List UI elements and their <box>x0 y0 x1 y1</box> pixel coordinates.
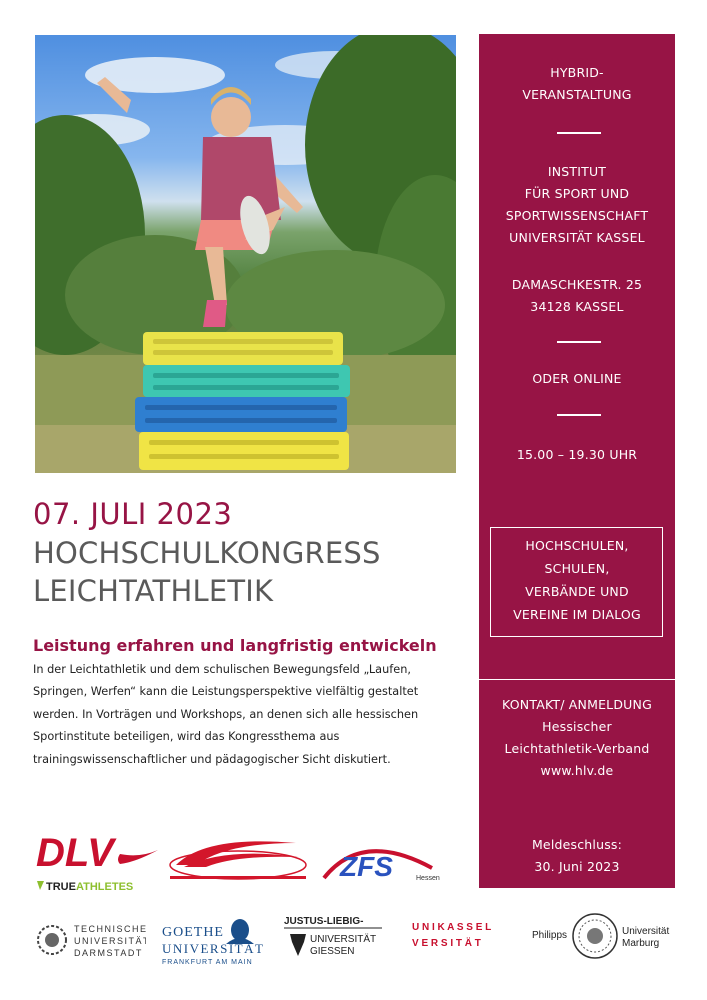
separator <box>557 414 601 416</box>
svg-text:JUSTUS-LIEBIG-: JUSTUS-LIEBIG- <box>284 916 364 927</box>
event-time: 15.00 – 19.30 UHR <box>516 447 638 462</box>
svg-text:FRANKFURT AM MAIN: FRANKFURT AM MAIN <box>162 959 253 966</box>
tu-darmstadt-logo <box>36 918 146 966</box>
hero-photo <box>35 35 456 473</box>
dlv-logo <box>36 830 160 892</box>
registration-deadline: Meldeschluss: 30. Juni 2023 <box>531 837 623 874</box>
event-title: HOCHSCHULKONGRESS LEICHTATHLETIK <box>33 536 381 608</box>
svg-text:Philipps: Philipps <box>532 930 568 941</box>
svg-text:TECHNISCHE: TECHNISCHE <box>74 924 146 934</box>
jlu-giessen-logo <box>282 912 387 968</box>
zfs-logo-text: ZFS <box>340 851 393 882</box>
svg-text:Universität: Universität <box>622 926 670 937</box>
separator <box>557 341 601 343</box>
svg-text:GOETHE: GOETHE <box>162 925 224 940</box>
event-format: HYBRID- VERANSTALTUNG <box>522 65 632 102</box>
event-info-sidebar <box>479 34 675 888</box>
goethe-university-logo <box>160 912 268 968</box>
event-description: In der Leichtathletik und dem schulischen Bewegungsfeld „Laufen, Springen, Werfen“ kann die Leistungsperspektive vielfältig gestaltet werden. In Vorträgen und Workshops, an denen sich alle hessischen Sportinstitute beteiligen, wird das Kongressthema aus trainingswissenschaftlicher und pädagogischer Sicht diskutiert. <box>33 663 419 766</box>
event-date: 07. JULI 2023 <box>33 497 233 531</box>
true-athletes-text-2: ATHLETES <box>76 881 134 892</box>
divider <box>479 679 675 680</box>
adh-logo <box>166 835 309 883</box>
svg-text:UNIVERSITÄT: UNIVERSITÄT <box>310 934 377 945</box>
online-note: ODER ONLINE <box>532 371 622 386</box>
svg-text:DARMSTADT: DARMSTADT <box>74 948 143 958</box>
svg-text:UNIVERSITÄT: UNIVERSITÄT <box>74 936 146 946</box>
svg-text:V E R S I T Ä T: V E R S I T Ä T <box>412 938 481 949</box>
event-venue: INSTITUT FÜR SPORT UND SPORTWISSENSCHAFT UNIVERSITÄT KASSEL <box>505 164 649 245</box>
event-address: DAMASCHKESTR. 25 34128 KASSEL <box>511 277 643 314</box>
separator <box>557 132 601 134</box>
zfs-logo <box>322 838 444 886</box>
zfs-logo-sub: Hessen <box>416 875 440 882</box>
event-subtitle: Leistung erfahren und langfristig entwickeln <box>33 636 437 655</box>
dialog-text: HOCHSCHULEN, SCHULEN, VERBÄNDE UND VEREINE IM DIALOG <box>513 538 641 622</box>
true-athletes-text-1: TRUE <box>46 881 76 892</box>
contact-info: KONTAKT/ ANMELDUNG Hessischer Leichtathletik-Verband www.hlv.de <box>479 694 675 782</box>
contact-website-link[interactable]: www.hlv.de <box>540 763 614 778</box>
svg-text:GIESSEN: GIESSEN <box>310 946 355 957</box>
svg-text:UNIVERSITÄT: UNIVERSITÄT <box>162 941 265 956</box>
uni-kassel-logo <box>410 916 518 956</box>
svg-text:Marburg: Marburg <box>622 938 660 949</box>
uni-marburg-logo <box>532 912 677 968</box>
svg-text:U N I K A S S E L: U N I K A S S E L <box>412 922 492 933</box>
dlv-logo-text: DLV <box>36 831 114 875</box>
